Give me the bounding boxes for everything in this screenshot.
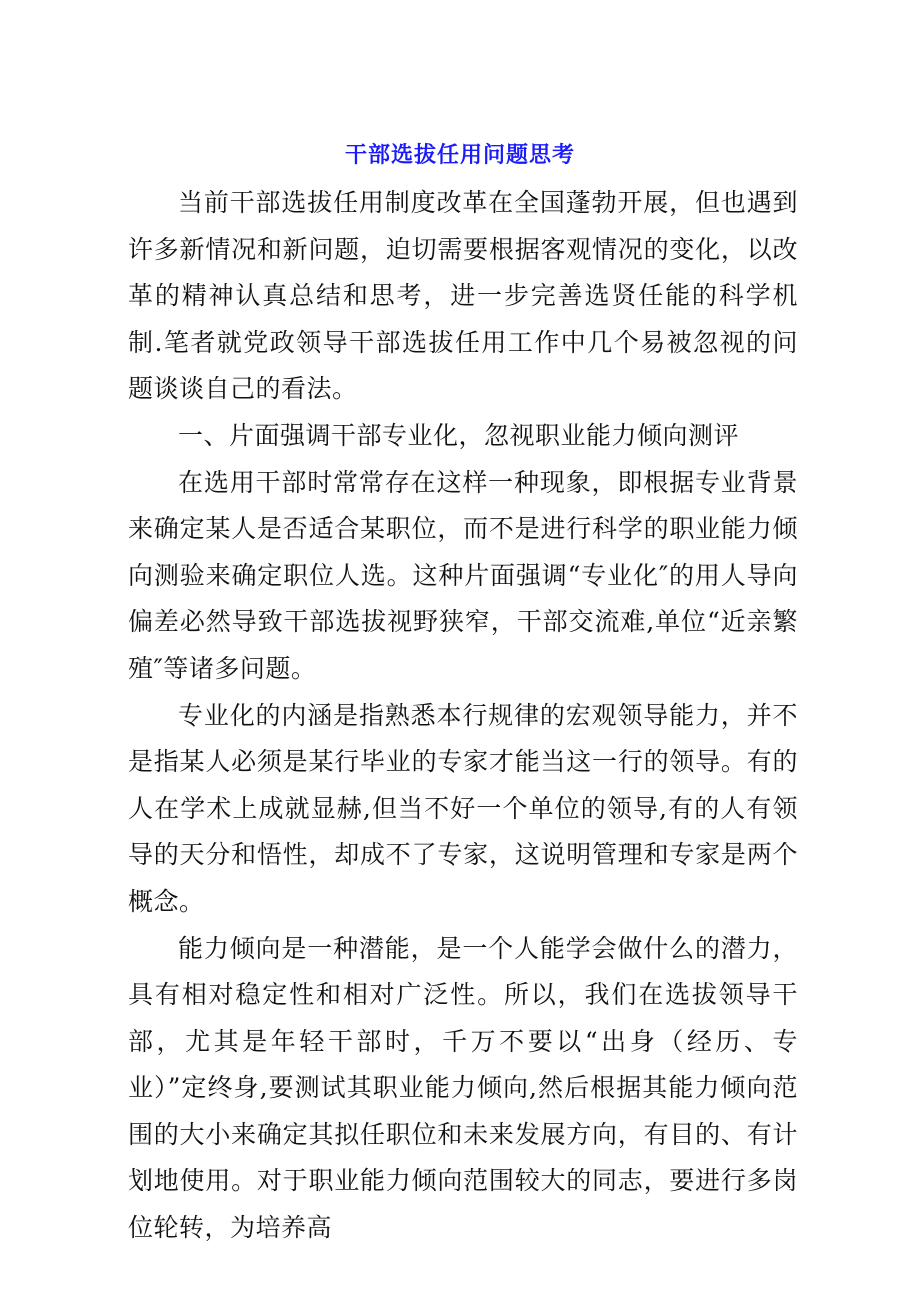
- paragraph-section1-b: 专业化的内涵是指熟悉本行规律的宏观领导能力，并不是指某人必须是某行毕业的专家才能当这一行的领导。有的人在学术上成就显赫,但当不好一个单位的领导,有的人有领导的天分和悟性，却成不了专家，这说明管理和专家是两个概念。: [128, 700, 798, 916]
- document-body: [128, 180, 798, 1252]
- paragraph-intro: 当前干部选拔任用制度改革在全国蓬勃开展，但也遇到许多新情况和新问题，迫切需要根据客观情况的变化，以改革的精神认真总结和思考，进一步完善选贤任能的科学机制.笔者就党政领导干部选拔任用工作中几个易被忽视的问题谈谈自己的看法。: [128, 188, 798, 404]
- paragraph-section1-a: 在选用干部时常常存在这样一种现象，即根据专业背景来确定某人是否适合某职位，而不是进行科学的职业能力倾向测验来确定职位人选。这种片面强调“专业化″的用人导向偏差必然导致干部选拔视野狭窄，干部交流难,单位“近亲繁殖″等诸多问题。: [128, 467, 798, 683]
- document-title: 干部选拔任用问题思考: [344, 143, 575, 168]
- paragraph-section1-c: 能力倾向是一种潜能，是一个人能学会做什么的潜力，具有相对稳定性和相对广泛性。所以，我们在选拔领导干部，尤其是年轻干部时，千万不要以“出身（经历、专业）”定终身,要测试其职业能力倾向,然后根据其能力倾向范围的大小来确定其拟任职位和未来发展方向，有目的、有计划地使用。对于职业能力倾向范围较大的同志，要进行多岗位轮转，为培养高: [128, 933, 798, 1243]
- section-heading-1: 一、片面强调干部专业化，忽视职业能力倾向测评: [178, 420, 740, 450]
